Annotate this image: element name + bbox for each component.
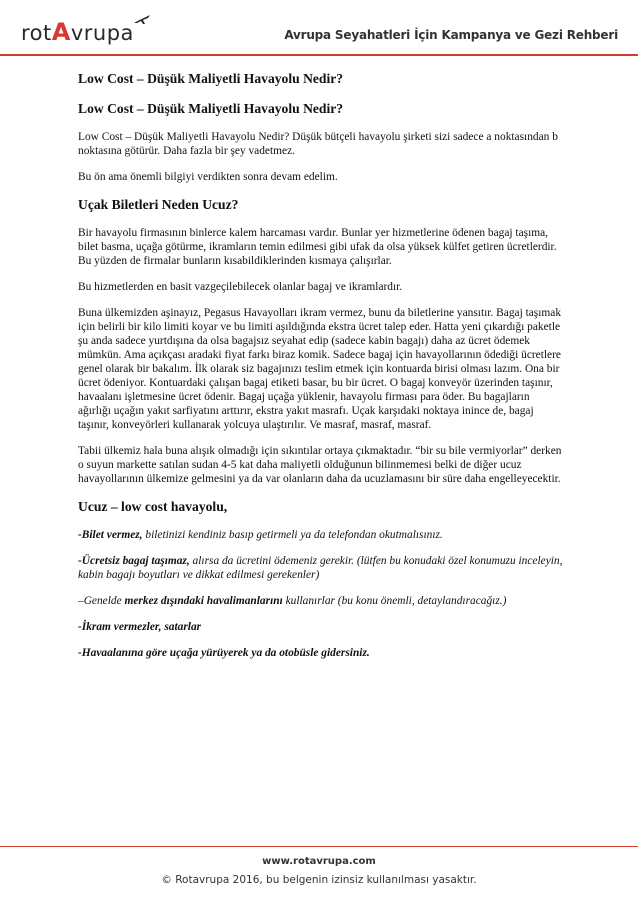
header-divider xyxy=(0,54,638,56)
bullet-havalimani xyxy=(78,594,564,608)
paragraph-2: Bu hizmetlerden en basit vazgeçilebilecek olanlar bagaj ve ikramlardır. xyxy=(78,281,403,293)
section-title-low-cost: Ucuz – low cost havayolu, xyxy=(78,499,228,514)
bullet-bilet-bold: -Bilet vermez, xyxy=(78,529,143,541)
logo-part-2: A xyxy=(51,18,71,46)
bullet-bilet xyxy=(78,528,564,542)
header-title: Avrupa Seyahatleri İçin Kampanya ve Gezi Rehberi xyxy=(284,28,618,42)
footer-divider xyxy=(0,846,638,847)
airplane-icon xyxy=(133,14,151,26)
bullet-bagaj xyxy=(78,554,564,582)
page-header xyxy=(0,0,638,52)
intro-paragraph-2: Bu ön ama önemli bilgiyi verdikten sonra devam edelim. xyxy=(78,171,338,183)
logo-text xyxy=(21,18,134,46)
paragraph-4: Tabii ülkemiz hala buna alışık olmadığı için sıkıntılar ortaya çıkmaktadır. “bir su bile vermiyorlar” derken o suyun markette satılan sudan 4-5 kat daha maliyetli olduğunun bilinmemesi belki de diğer ucuz havayollarının ülkemize gelmesini ya da var olanların daha da ucuzlamasını bir süre daha engelleyecektir. xyxy=(78,445,562,485)
paragraph-1: Bir havayolu firmasının binlerce kalem harcaması vardır. Bunlar yer hizmetlerine ödenen bagaj taşıma, bilet basma, uçağa götürme, ikramların temin edilmesi gibi ufak da olsa yüksek külfet getiren ücretlerdir. Bu yüzden de firmalar bunların kısabildiklerinden kısmaya çalışırlar. xyxy=(78,227,557,267)
bullet-ikram: -İkram vermezler, satarlar xyxy=(78,621,202,633)
bullet-bilet-text: biletinizi kendiniz basıp getirmeli ya da telefondan okutmalısınız. xyxy=(142,529,443,541)
bullet-bagaj-text: alırsa da ücretini ödemeniz gerekir. (lütfen bu konudaki özel konumuzu inceleyin, kabin bagajı boyutları ve dikkat edilmesi gerekenler) xyxy=(78,555,563,581)
article-title-1: Low Cost – Düşük Maliyetli Havayolu Nedir? xyxy=(78,71,344,86)
logo-part-3: vrupa xyxy=(70,21,134,45)
logo-part-1: rot xyxy=(21,21,52,45)
bullet-havalimani-start: –Genelde xyxy=(78,595,125,607)
footer-copyright: © Rotavrupa 2016, bu belgenin izinsiz kullanılması yasaktır. xyxy=(161,874,477,886)
section-title-ucak-biletleri: Uçak Biletleri Neden Ucuz? xyxy=(78,197,239,212)
footer-url: www.rotavrupa.com xyxy=(262,856,376,867)
bullet-havalimani-text: kullanırlar (bu konu önemli, detaylandıracağız.) xyxy=(282,595,507,607)
intro-paragraph: Low Cost – Düşük Maliyetli Havayolu Nedir? Düşük bütçeli havayolu şirketi sizi sadece a noktasından b noktasına götürür. Daha fazla bir şey vadetmez. xyxy=(78,131,558,157)
bullet-havalimani-bold: merkez dışındaki havalimanlarını xyxy=(124,595,283,607)
rotavrupa-logo xyxy=(21,14,151,50)
paragraph-3: Buna ülkemizden aşinayız, Pegasus Havayolları ikram vermez, bunu da biletlerine yansıtır. Bagaj taşımak için belirli bir kilo limiti koyar ve bu limiti aşıldığında ekstra ücret talep eder. Hatta yeni çıkardığı paketle şu anda sadece yurtdışına da olsa bagajsız seyahat edip (sadece kabin bagajı) daha az ücret ödemek mümkün. Ama açıkçası aradaki fiyat farkı biraz komik. Sadece bagaj için havayollarının ödediği ücretlere genel olarak bir bakalım. İlk olarak siz bagajınızı teslim etmek için kontuarda birisi olması lazım. Ona bir ücret ödeniyor. Kontuardaki çalışan bagaj etiketi basar, bu bir ücret. O bagaj konveyör üzerinden taşınır, havaalanı işletmesine ücret ödenir. Bagaj uçağa yüklenir, havayolu firması para öder. Bu bagajların ağırlığı uçağın yakıt sarfiyatını arttırır, ekstra yakıt masrafı. Uçak karşıdaki noktaya inince de, bagaj taşınır, konveyörleri kullanarak yolcuya ulaştırılır. Ve masraf, masraf, masraf. xyxy=(78,307,562,431)
article-content xyxy=(78,70,564,672)
article-title-2: Low Cost – Düşük Maliyetli Havayolu Nedir? xyxy=(78,101,344,116)
bullet-bagaj-bold: -Ücretsiz bagaj taşımaz, xyxy=(78,555,190,567)
bullet-havaalani: -Havaalanına göre uçağa yürüyerek ya da otobüsle gidersiniz. xyxy=(78,647,370,659)
